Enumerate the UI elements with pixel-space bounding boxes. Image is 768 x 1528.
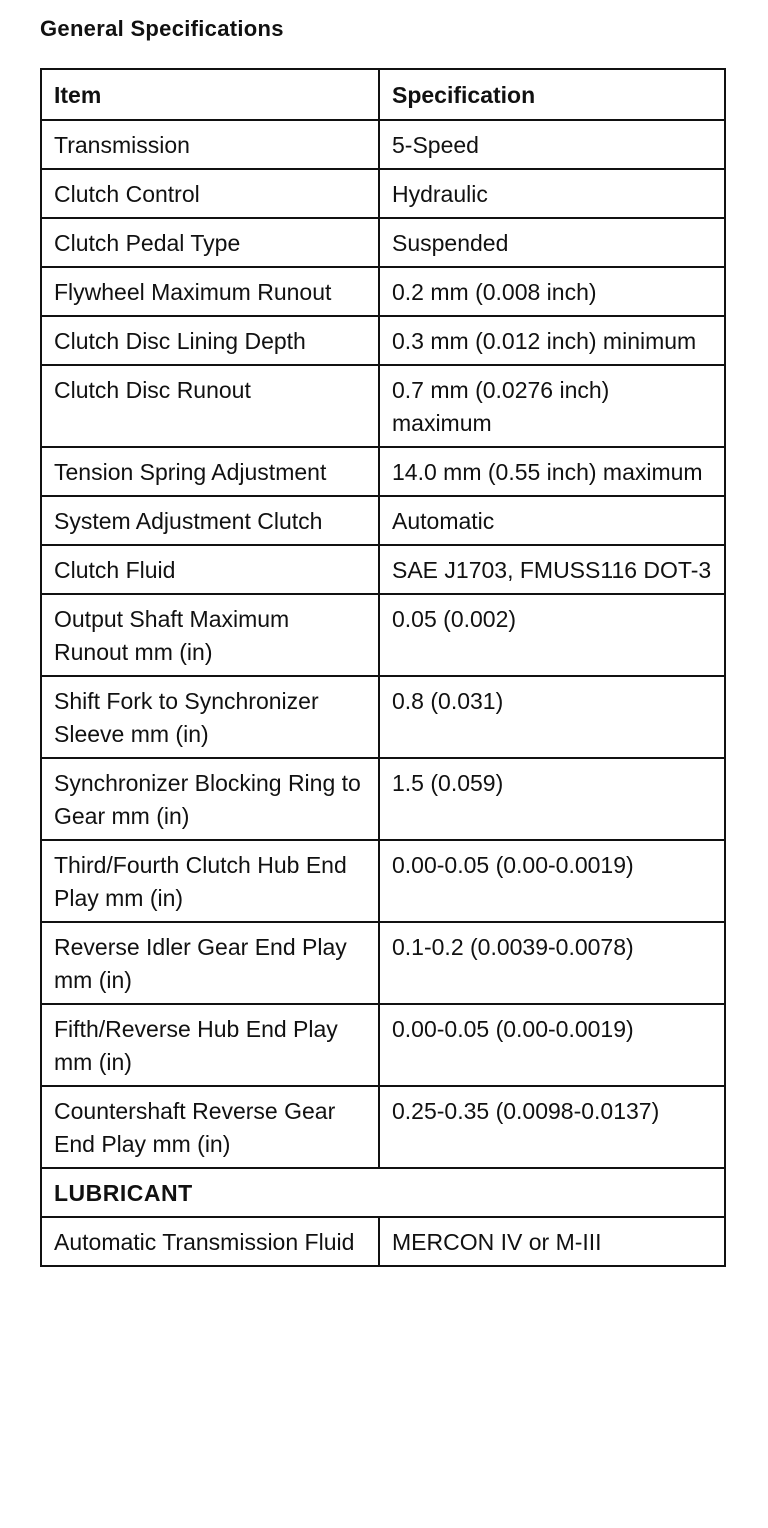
spec-cell: 0.1-0.2 (0.0039-0.0078) [379,922,725,1004]
table-row [41,676,725,758]
item-cell: Synchronizer Blocking Ring to Gear mm (in) [41,758,379,840]
spec-cell: SAE J1703, FMUSS116 DOT-3 [379,545,725,594]
item-cell: Tension Spring Adjustment [41,447,379,496]
spec-cell: 1.5 (0.059) [379,758,725,840]
table-row [41,840,725,922]
column-header-specification: Specification [379,69,725,120]
section-row-lubricant [41,1168,725,1217]
spec-cell: 0.00-0.05 (0.00-0.0019) [379,1004,725,1086]
spec-cell: MERCON IV or M-III [379,1217,725,1266]
spec-cell: 0.7 mm (0.0276 inch) maximum [379,365,725,447]
spec-cell: 0.8 (0.031) [379,676,725,758]
item-cell: System Adjustment Clutch [41,496,379,545]
table-row [41,496,725,545]
spec-cell: Suspended [379,218,725,267]
table-row [41,758,725,840]
item-cell: Clutch Control [41,169,379,218]
table-row [41,1004,725,1086]
spec-cell: 0.05 (0.002) [379,594,725,676]
item-cell: Fifth/Reverse Hub End Play mm (in) [41,1004,379,1086]
table-row [41,169,725,218]
table-row [41,594,725,676]
item-cell: Clutch Fluid [41,545,379,594]
specifications-table [40,68,726,1267]
table-row [41,267,725,316]
table-row [41,218,725,267]
table-row [41,365,725,447]
item-cell: Clutch Pedal Type [41,218,379,267]
column-header-item: Item [41,69,379,120]
spec-cell: 0.00-0.05 (0.00-0.0019) [379,840,725,922]
table-row [41,316,725,365]
table-row [41,120,725,169]
spec-cell: Hydraulic [379,169,725,218]
item-cell: Output Shaft Maximum Runout mm (in) [41,594,379,676]
table-row [41,922,725,1004]
item-cell: Third/Fourth Clutch Hub End Play mm (in) [41,840,379,922]
spec-cell: 0.3 mm (0.012 inch) minimum [379,316,725,365]
item-cell: Reverse Idler Gear End Play mm (in) [41,922,379,1004]
table-header-row [41,69,725,120]
item-cell: Automatic Transmission Fluid [41,1217,379,1266]
item-cell: Transmission [41,120,379,169]
item-cell: Shift Fork to Synchronizer Sleeve mm (in) [41,676,379,758]
item-cell: Clutch Disc Runout [41,365,379,447]
table-row [41,1217,725,1266]
spec-cell: 0.25-0.35 (0.0098-0.0137) [379,1086,725,1168]
item-cell: Flywheel Maximum Runout [41,267,379,316]
item-cell: Clutch Disc Lining Depth [41,316,379,365]
spec-cell: 5-Speed [379,120,725,169]
table-row [41,545,725,594]
section-heading: LUBRICANT [41,1168,725,1217]
spec-cell: 0.2 mm (0.008 inch) [379,267,725,316]
item-cell: Countershaft Reverse Gear End Play mm (in) [41,1086,379,1168]
table-row [41,1086,725,1168]
spec-cell: Automatic [379,496,725,545]
spec-cell: 14.0 mm (0.55 inch) maximum [379,447,725,496]
table-row [41,447,725,496]
page-title: General Specifications [40,16,284,41]
